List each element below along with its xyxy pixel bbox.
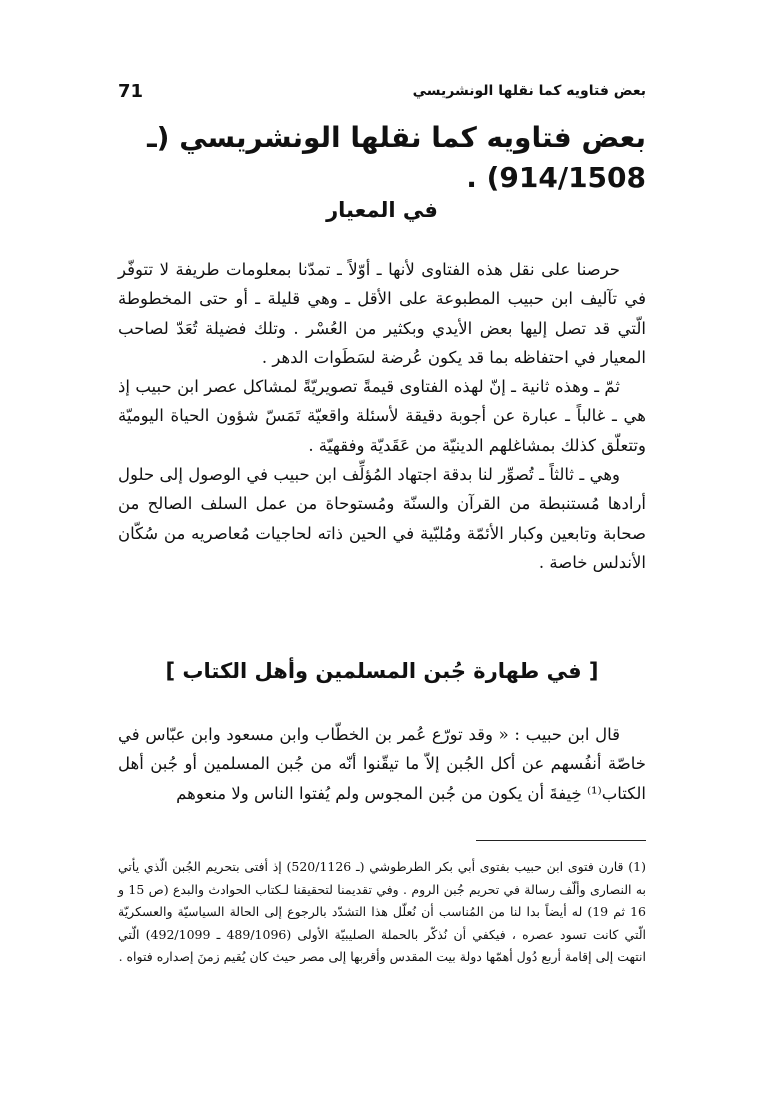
chapter-title: بعض فتاويه كما نقلها الونشريسي (ـ 914/1508) . [147, 121, 646, 194]
running-title: بعض فتاويه كما نقلها الونشريسي [412, 83, 646, 99]
chapter-subtitle: في المعيار [326, 198, 438, 222]
footnote-divider [476, 840, 646, 841]
section-heading: [ في طهارة جُبن المسلمين وأهل الكتاب ] [165, 659, 599, 683]
footnote [118, 856, 646, 969]
intro-text [118, 255, 646, 577]
section-text [118, 720, 646, 808]
paragraph: حرصنا على نقل هذه الفتاوى لأنها ـ أوّلاً ـ تمدّنا بمعلومات طريفة لا تتوفّر في تآليف ابن حبيب المطبوعة على الأقل ـ وهي قليلة ـ أو حتى المخطوطة الّتي قد تصل إليها بعض الأيدي وبكثير من العُسْر . وتلك فضيلة تُعَدّ لصاحب المعيار في احتفاظه بما قد يكون عُرضة لسَطَوات الدهر . [118, 260, 646, 367]
footnote-text: (1) قارن فتوى ابن حبيب بفتوى أبي بكر الطرطوشي (ـ 520/1126) إذ أفتى بتحريم الجُبن الّذي يأتي به النصارى وألّف رسالة في تحريم جُبن الروم . وفي تقديمنا لتحقيقنا لـكتاب الحوادث والبدع (ص 15 و 16 ثم 19) له أيضاً بدا لنا من المُناسب أن نُعلّل هذا التشدّد بالرجوع إلى الحالة السياسيّة والعسكريّة الّتي كانت تسود عصره ، فيكفي أن نُذكّر بالحملة الصليبيّة الأولى (489/1096 ـ 492/1099) الّتي انتهت إلى إقامة أربع دُول أهمّها دولة بيت المقدس وأقربها إلى مصر حيث كان يُقيم زمنَ إصداره فتواه . [118, 859, 647, 964]
paragraph: وهي ـ ثالثاً ـ تُصوِّر لنا بدقة اجتهاد المُؤلِّف ابن حبيب في الوصول إلى حلول أرادها مُستنبطة من القرآن والسنّة ومُستوحاة من عمل السلف الصالح من صحابة وتابعين وكبار الأئمّة ومُلبّية في الحين ذاته لحاجيات مُعاصريه من سُكّان الأندلس خاصة . [118, 465, 646, 572]
page-number: 71 [118, 80, 144, 102]
paragraph: ثمّ ـ وهذه ثانية ـ إنّ لهذه الفتاوى قيمةً تصويريّةً لمشاكل عصر ابن حبيب إذ هي ـ غالباً ـ عبارة عن أجوبة دقيقة لأسئلة واقعيّة تَمَسّ شؤون الحياة اليوميّة وتتعلّق كذلك بمشاغلهم الدينيّة من عَقَديّة وفقهيّة . [118, 377, 646, 455]
running-header [118, 80, 646, 102]
paragraph: قال ابن حبيب : « وقد تورّع عُمر بن الخطّاب وابن مسعود وابن عبّاس في خاصّة أنفُسهم عن أكل الجُبن إلاّ ما تيقّنوا أنّه من جُبن المسلمين أو جُبن أهل الكتاب⁽¹⁾ خِيفةَ أن يكون من جُبن المجوس ولم يُفتوا الناس ولا منعوهم [118, 725, 646, 803]
